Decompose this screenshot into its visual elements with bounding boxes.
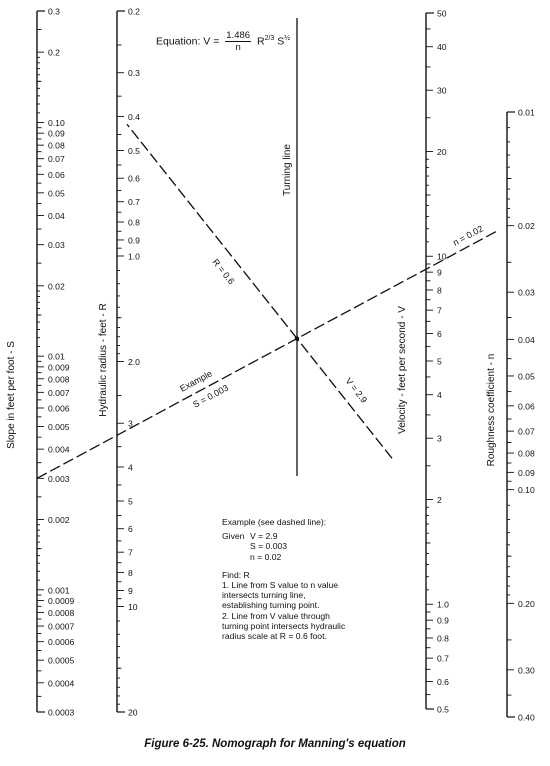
slope-tick-label: 0.05 (48, 188, 65, 199)
example-step-1: 1. Line from S value to n value intersects turning line, establishing turning point. (222, 580, 339, 611)
equation-s-exponent: ½ (284, 34, 291, 42)
equation-fraction (225, 30, 251, 53)
slope-axis-title: Slope in feet per foot - S (6, 341, 17, 449)
label-v-value: V = 2.9 (343, 376, 370, 405)
roughness-tick-label: 0.20 (518, 598, 535, 609)
given-velocity: V = 2.9 (250, 531, 278, 542)
equation-r-term: R (256, 35, 265, 48)
slope-tick-label: 0.006 (48, 403, 70, 414)
slope-tick-label: 0.04 (48, 210, 65, 221)
label-r-value: R = 0.6 (210, 257, 237, 287)
roughness-tick-label: 0.01 (518, 107, 535, 118)
slope-tick-label: 0.008 (48, 374, 70, 385)
radius-tick-label: 3 (128, 418, 133, 429)
radius-tick-label: 0.5 (128, 145, 140, 156)
figure-caption: Figure 6-25. Nomograph for Manning's equation (144, 738, 406, 750)
roughness-tick-label: 0.03 (518, 287, 535, 298)
velocity-tick-label: 0.9 (437, 615, 449, 626)
equation-prefix: Equation: V = (156, 35, 220, 48)
given-values (250, 531, 412, 562)
slope-tick-label: 0.002 (48, 514, 70, 525)
slope-tick-label: 0.07 (48, 154, 65, 165)
roughness-tick-label: 0.09 (518, 467, 535, 478)
radius-tick-label: 2.0 (128, 357, 140, 367)
equation-s-term: S (277, 35, 285, 48)
roughness-tick-label: 0.06 (518, 401, 535, 412)
velocity-tick-label: 0.5 (437, 704, 449, 715)
slope-tick-label: 0.3 (48, 6, 60, 17)
velocity-tick-label: 6 (437, 328, 442, 339)
velocity-tick-label: 0.7 (437, 653, 449, 664)
slope-tick-label: 0.004 (48, 444, 70, 455)
roughness-tick-label: 0.02 (518, 221, 535, 232)
velocity-tick-label: 20 (437, 146, 447, 157)
radius-tick-label: 0.2 (128, 6, 140, 17)
velocity-tick-label: 0.8 (437, 633, 449, 644)
slope-tick-label: 0.001 (48, 585, 70, 596)
roughness-axis-title: Roughness coefficient - n (486, 353, 497, 467)
example-box (222, 517, 412, 641)
radius-tick-label: 8 (128, 568, 133, 579)
velocity-axis-title: Velocity - feet per second - V (397, 306, 408, 434)
turning-line-title: Turning line (282, 144, 293, 196)
slope-tick-label: 0.0004 (48, 678, 75, 689)
slope-tick-label: 0.01 (48, 351, 65, 362)
label-n-value: n = 0.02 (451, 223, 485, 248)
radius-tick-label: 0.4 (128, 112, 140, 123)
slope-tick-label: 0.0009 (48, 596, 75, 607)
slope-tick-label: 0.09 (48, 128, 65, 139)
velocity-tick-label: 8 (437, 285, 442, 296)
equation-denominator: n (235, 42, 241, 53)
velocity-tick-label: 10 (437, 251, 447, 262)
radius-tick-label: 0.8 (128, 217, 140, 228)
velocity-tick-label: 1.0 (437, 599, 449, 610)
turning-point (295, 336, 299, 340)
slope-tick-label: 0.06 (48, 169, 65, 180)
radius-tick-label: 4 (128, 462, 133, 473)
velocity-tick-label: 3 (437, 433, 442, 444)
roughness-tick-label: 0.05 (518, 371, 535, 382)
slope-tick-label: 0.009 (48, 362, 70, 373)
roughness-tick-label: 0.08 (518, 448, 535, 459)
example-given (222, 531, 412, 562)
example-line-turn-r (127, 124, 297, 338)
velocity-tick-label: 40 (437, 42, 447, 53)
radius-tick-label: 6 (128, 524, 133, 535)
velocity-tick-label: 0.6 (437, 676, 449, 687)
example-step-2: 2. Line from V value through turning point intersects hydraulic radius scale at R = 0.6 foot. (222, 610, 346, 642)
roughness-tick-label: 0.04 (518, 334, 535, 345)
radius-tick-label: 5 (128, 496, 133, 507)
velocity-tick-label: 5 (437, 356, 442, 367)
slope-tick-label: 0.0003 (48, 707, 75, 718)
example-line-v-turn (297, 339, 392, 459)
slope-tick-label: 0.0008 (48, 607, 75, 618)
velocity-tick-label: 9 (437, 267, 442, 278)
slope-tick-label: 0.03 (48, 240, 65, 251)
slope-tick-label: 0.0005 (48, 655, 75, 666)
velocity-tick-label: 30 (437, 85, 447, 96)
velocity-tick-label: 50 (437, 8, 447, 19)
radius-tick-label: 9 (128, 585, 133, 596)
slope-tick-label: 0.007 (48, 387, 70, 398)
roughness-tick-label: 0.40 (518, 712, 535, 723)
radius-tick-label: 1.0 (128, 251, 140, 262)
roughness-tick-label: 0.30 (518, 665, 535, 676)
radius-tick-label: 0.9 (128, 235, 140, 246)
slope-tick-label: 0.08 (48, 140, 65, 151)
given-label: Given (222, 531, 245, 542)
velocity-tick-label: 2 (437, 494, 442, 505)
slope-tick-label: 0.003 (48, 473, 70, 484)
radius-tick-label: 20 (128, 707, 138, 718)
slope-tick-label: 0.005 (48, 421, 70, 432)
radius-tick-label: 10 (128, 601, 138, 612)
slope-tick-label: 0.02 (48, 281, 65, 292)
roughness-tick-label: 0.07 (518, 426, 535, 437)
example-find: Find: R (222, 569, 250, 580)
slope-tick-label: 0.0006 (48, 637, 75, 648)
given-roughness: n = 0.02 (250, 551, 282, 562)
radius-axis-title: Hydraulic radius - feet - R (98, 303, 109, 417)
equation-numerator: 1.486 (226, 30, 251, 41)
velocity-tick-label: 4 (437, 390, 442, 401)
slope-tick-label: 0.0007 (48, 621, 75, 632)
given-slope: S = 0.003 (250, 541, 288, 552)
radius-tick-label: 0.7 (128, 197, 140, 208)
label-example: Example (178, 368, 214, 394)
roughness-tick-label: 0.10 (518, 485, 535, 496)
slope-tick-label: 0.10 (48, 117, 65, 128)
radius-tick-label: 7 (128, 547, 133, 558)
radius-tick-label: 0.3 (128, 68, 140, 79)
velocity-tick-label: 7 (437, 305, 442, 316)
example-heading: Example (see dashed line): (222, 517, 327, 527)
radius-tick-label: 0.6 (128, 173, 140, 184)
slope-tick-label: 0.2 (48, 47, 60, 58)
equation (156, 30, 290, 53)
label-s-value: S = 0.003 (191, 382, 231, 410)
equation-r-exponent: 2/3 (264, 34, 275, 42)
